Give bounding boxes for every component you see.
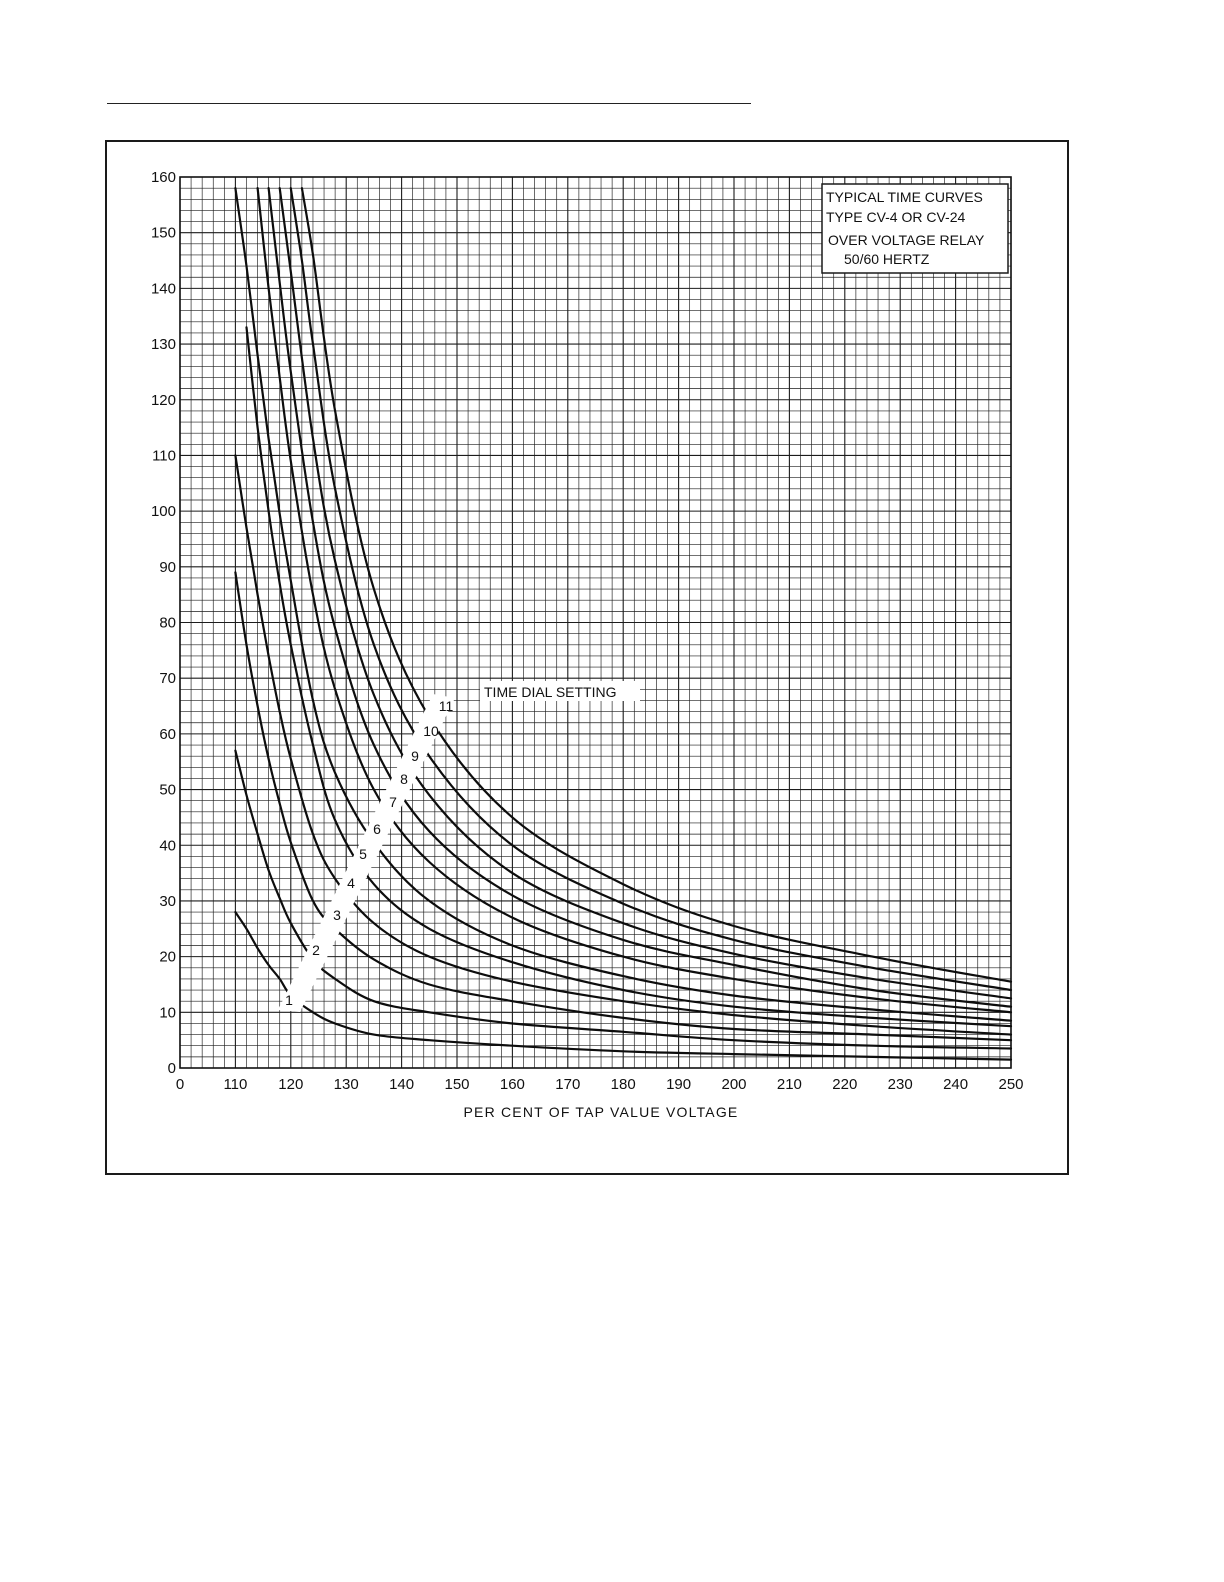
x-tick-label: 240 — [943, 1076, 969, 1093]
grid — [180, 177, 1011, 1068]
x-tick-label: 220 — [832, 1076, 858, 1093]
x-tick-label: 200 — [721, 1076, 747, 1093]
dial-label-2: 2 — [312, 942, 320, 958]
y-tick-label: 60 — [159, 725, 176, 743]
y-tick-label: 10 — [159, 1004, 176, 1022]
legend-line-3: OVER VOLTAGE RELAY — [828, 232, 985, 248]
y-tick-label: 120 — [150, 391, 176, 409]
x-tick-label: 190 — [666, 1076, 692, 1093]
x-tick-label: 120 — [278, 1076, 304, 1093]
x-tick-label: 110 — [223, 1076, 248, 1093]
x-tick-label: 170 — [555, 1076, 581, 1093]
dial-label-7: 7 — [389, 794, 397, 810]
curve-labels — [278, 694, 455, 1012]
curve-dial-5 — [247, 327, 1012, 1026]
dial-label-4: 4 — [347, 875, 355, 891]
y-tick-label: 20 — [159, 948, 176, 966]
dial-label-5: 5 — [359, 846, 367, 862]
y-tick-label: 100 — [150, 503, 176, 521]
y-tick-label: 30 — [159, 892, 176, 910]
x-tick-label: 140 — [389, 1076, 415, 1093]
dial-label-6: 6 — [373, 821, 381, 837]
legend-line-1: TYPICAL TIME CURVES — [826, 189, 983, 205]
x-tick-label: 180 — [610, 1076, 636, 1093]
x-tick-label: 250 — [998, 1076, 1024, 1093]
y-tick-label: 140 — [150, 280, 176, 298]
y-tick-label: 110 — [152, 447, 176, 465]
y-tick-label: 40 — [159, 837, 176, 855]
x-axis-title: PER CENT OF TAP VALUE VOLTAGE — [463, 1104, 739, 1120]
y-tick-label: 80 — [159, 614, 176, 632]
y-tick-label: 70 — [159, 670, 176, 688]
x-tick-label: 230 — [887, 1076, 913, 1093]
legend-box — [822, 184, 1008, 273]
x-tick-label: 0 — [175, 1076, 185, 1093]
y-tick-label: 50 — [159, 781, 176, 799]
dial-label-11: 11 — [438, 698, 454, 714]
legend-line-4: 50/60 HERTZ — [844, 251, 930, 267]
y-tick-label: 160 — [150, 169, 176, 186]
y-tick-label: 0 — [167, 1060, 176, 1077]
x-tick-label: 160 — [499, 1076, 525, 1093]
y-tick-label: 130 — [150, 336, 176, 354]
dial-label-8: 8 — [400, 771, 408, 787]
dial-label-9: 9 — [411, 748, 419, 764]
dial-label-10: 10 — [423, 723, 439, 739]
dial-label-3: 3 — [333, 907, 341, 923]
x-tick-label: 130 — [333, 1076, 359, 1093]
legend-line-2: TYPE CV-4 OR CV-24 — [826, 209, 966, 225]
y-tick-label: 150 — [150, 224, 176, 242]
dial-label-1: 1 — [285, 992, 293, 1008]
y-tick-label: 90 — [159, 558, 176, 576]
annotation-box — [480, 681, 640, 701]
x-tick-label: 210 — [776, 1076, 802, 1093]
x-tick-label: 150 — [444, 1076, 470, 1093]
time-dial-setting-label: TIME DIAL SETTING — [484, 684, 617, 700]
